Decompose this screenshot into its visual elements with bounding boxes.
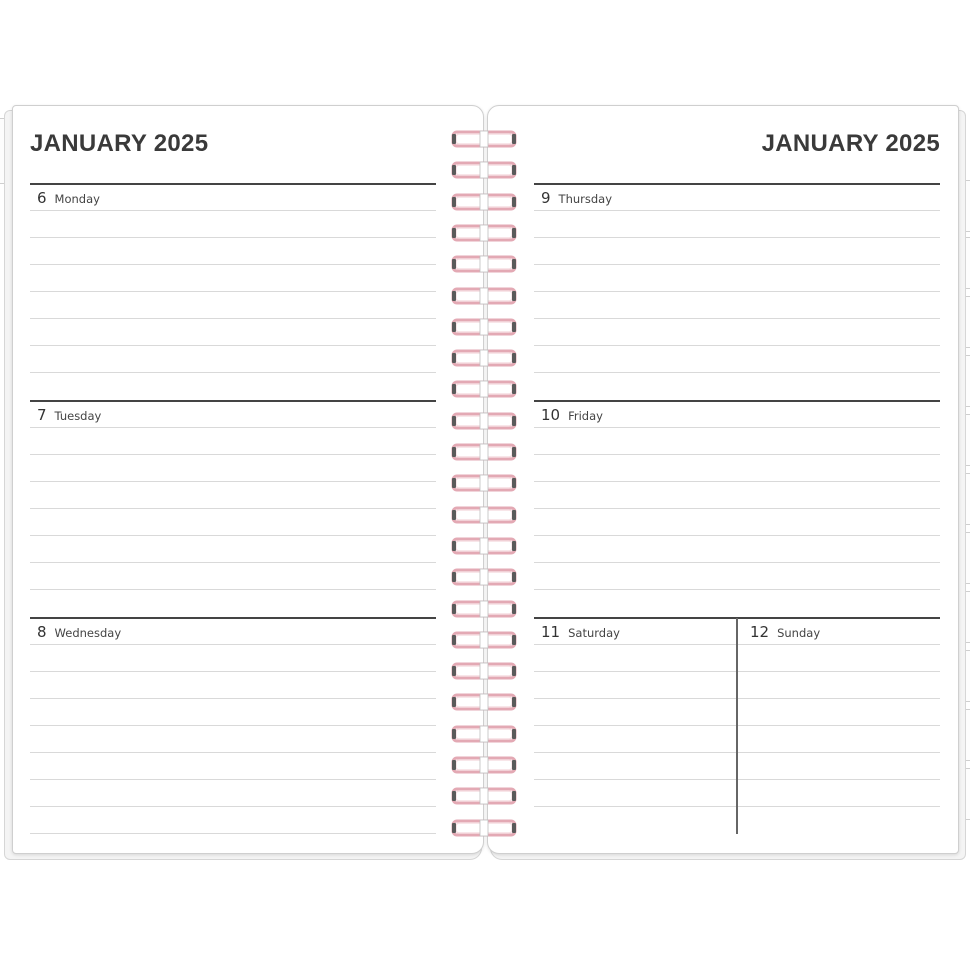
day-number: 12: [750, 623, 770, 641]
writing-line: [534, 454, 940, 455]
writing-line: [534, 345, 940, 346]
day-section-monday[interactable]: [30, 183, 436, 398]
writing-line: [534, 508, 940, 509]
spiral-coil: [450, 693, 518, 711]
spiral-coil: [450, 193, 518, 211]
spiral-coil: [450, 537, 518, 555]
day-name: Thursday: [558, 192, 613, 206]
day-number: 10: [541, 406, 561, 424]
writing-line: [534, 562, 940, 563]
day-name: Sunday: [777, 626, 821, 640]
writing-line: [30, 264, 436, 265]
day-name: Friday: [568, 409, 603, 423]
writing-line: [534, 372, 940, 373]
day-name: Tuesday: [54, 409, 102, 423]
writing-line: [30, 345, 436, 346]
day-section-wednesday[interactable]: [30, 617, 436, 835]
day-header: [541, 405, 603, 424]
day-name: Wednesday: [54, 626, 122, 640]
spiral-coil: [450, 130, 518, 148]
day-number: 9: [541, 189, 551, 207]
spiral-coil: [450, 506, 518, 524]
day-divider: [534, 400, 940, 402]
day-header: [37, 622, 121, 641]
writing-line: [30, 671, 436, 672]
writing-line: [534, 535, 940, 536]
writing-line: [534, 589, 940, 590]
writing-line: [30, 644, 436, 645]
writing-line: [30, 237, 436, 238]
spiral-coil: [450, 161, 518, 179]
writing-line: [534, 264, 940, 265]
day-section-weekend: [534, 617, 940, 835]
day-header-sunday[interactable]: [750, 622, 820, 641]
writing-line: [30, 210, 436, 211]
day-section-tuesday[interactable]: [30, 400, 436, 615]
day-divider: [534, 183, 940, 185]
spiral-coil: [450, 224, 518, 242]
day-number: 11: [541, 623, 561, 641]
spiral-coil: [450, 600, 518, 618]
day-number: 7: [37, 406, 47, 424]
spiral-coil: [450, 474, 518, 492]
writing-line: [30, 698, 436, 699]
spiral-coil: [450, 787, 518, 805]
page-title: JANUARY 2025: [30, 130, 209, 157]
writing-line: [534, 291, 940, 292]
writing-line: [534, 237, 940, 238]
page-title: JANUARY 2025: [761, 130, 940, 157]
day-header: [541, 188, 612, 207]
day-divider: [30, 183, 436, 185]
writing-line: [30, 725, 436, 726]
writing-line: [534, 318, 940, 319]
day-header-saturday[interactable]: [541, 622, 620, 641]
spiral-coil: [450, 819, 518, 837]
day-divider: [30, 617, 436, 619]
spiral-coil: [450, 631, 518, 649]
writing-line: [30, 779, 436, 780]
spiral-coil: [450, 380, 518, 398]
spiral-coil: [450, 568, 518, 586]
day-section-thursday[interactable]: [534, 183, 940, 398]
writing-line: [30, 318, 436, 319]
writing-line: [30, 806, 436, 807]
writing-line: [30, 372, 436, 373]
spiral-coil: [450, 287, 518, 305]
day-header: [37, 188, 100, 207]
spiral-binding: [450, 130, 520, 840]
writing-line: [30, 752, 436, 753]
writing-line: [30, 589, 436, 590]
spiral-coil: [450, 255, 518, 273]
spiral-coil: [450, 443, 518, 461]
writing-line: [534, 210, 940, 211]
day-divider: [30, 400, 436, 402]
spiral-coil: [450, 349, 518, 367]
writing-line: [30, 454, 436, 455]
writing-line: [534, 427, 940, 428]
writing-line: [30, 508, 436, 509]
writing-line: [30, 562, 436, 563]
spiral-coil: [450, 725, 518, 743]
spiral-coil: [450, 756, 518, 774]
day-number: 8: [37, 623, 47, 641]
day-number: 6: [37, 189, 47, 207]
day-section-friday[interactable]: [534, 400, 940, 615]
writing-line: [534, 481, 940, 482]
day-name: Saturday: [568, 626, 620, 640]
writing-line: [30, 535, 436, 536]
writing-line: [30, 291, 436, 292]
writing-line: [30, 833, 436, 834]
spiral-coil: [450, 412, 518, 430]
writing-line: [30, 427, 436, 428]
spiral-coil: [450, 662, 518, 680]
spiral-coil: [450, 318, 518, 336]
day-header: [37, 405, 101, 424]
writing-line: [30, 481, 436, 482]
day-name: Monday: [54, 192, 100, 206]
weekend-divider: [736, 618, 738, 834]
